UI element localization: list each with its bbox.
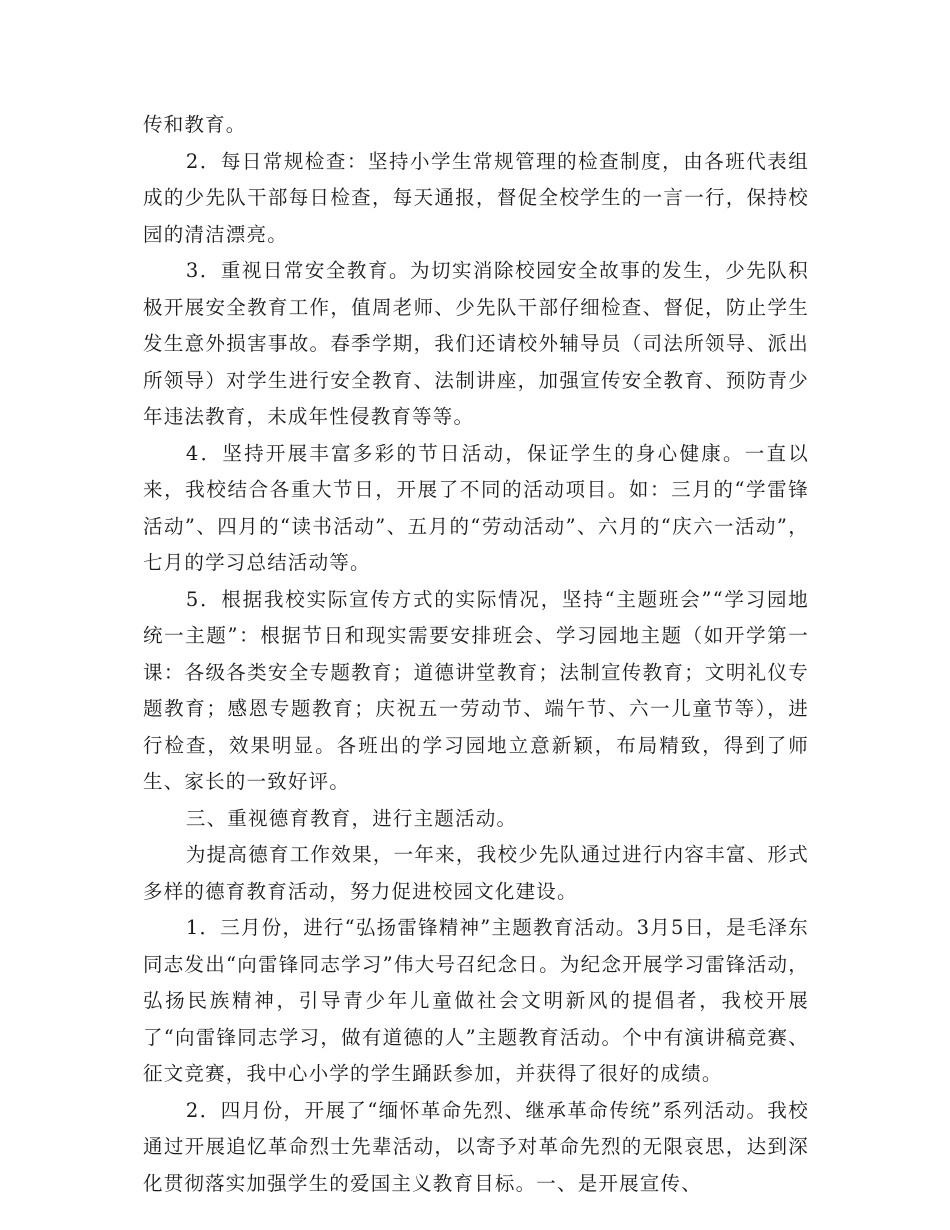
paragraph-theme-class-meeting: 5．根据我校实际宣传方式的实际情况，坚持“主题班会”“学习园地统一主题”：根据节日和现实需要安排班会、学习园地主题（如开学第一课：各级各类安全专题教育；道德讲堂教育；法制宣传教育；文明礼仪专题教育；感恩专题教育；庆祝五一劳动节、端午节、六一儿童节等），进行检查，效果明显。各班出的学习园地立意新颖，布局精致，得到了师生、家长的一致好评。	[143, 587, 809, 793]
paragraph-lei-feng-activity: 1．三月份，进行“弘扬雷锋精神”主题教育活动。3月5日，是毛泽东同志发出“向雷锋同志学习”伟大号召纪念日。为纪念开展学习雷锋活动，弘扬民族精神，引导青少年儿童做社会文明新风的提倡者，我校开展了“向雷锋同志学习，做有道德的人”主题教育活动。个中有演讲稿竞赛、征文竞赛，我中心小学的学生踊跃参加，并获得了很好的成绩。	[143, 916, 809, 1085]
paragraph-moral-education-intro: 为提高德育工作效果，一年来，我校少先队通过进行内容丰富、形式多样的德育教育活动，努力促进校园文化建设。	[143, 843, 809, 903]
section-heading-moral-education: 三、重视德育教育，进行主题活动。	[185, 806, 518, 830]
paragraph-daily-inspection: 2．每日常规检查：坚持小学生常规管理的检查制度，由各班代表组成的少先队干部每日检查，每天通报，督促全校学生的一言一行，保持校园的清洁漂亮。	[143, 149, 809, 246]
paragraph-continuation: 传和教育。	[143, 113, 247, 136]
paragraph-revolutionary-martyrs: 2．四月份，开展了“缅怀革命先烈、继承革命传统”系列活动。我校通过开展追忆革命烈士先辈活动，以寄予对革命先烈的无限哀思，达到深化贯彻落实加强学生的爱国主义教育目标。一、是开展宣传、	[143, 1098, 809, 1195]
paragraph-safety-education: 3．重视日常安全教育。为切实消除校园安全故事的发生，少先队积极开展安全教育工作，值周老师、少先队干部仔细检查、督促，防止学生发生意外损害事故。春季学期，我们还请校外辅导员（司法所领导、派出所领导）对学生进行安全教育、法制讲座，加强宣传安全教育、预防青少年违法教育，未成年性侵教育等等。	[143, 259, 809, 428]
paragraph-holiday-activities: 4．坚持开展丰富多彩的节日活动，保证学生的身心健康。一直以来，我校结合各重大节日，开展了不同的活动项目。如：三月的“学雷锋活动”、四月的“读书活动”、五月的“劳动活动”、六月的“庆六一活动”，七月的学习总结活动等。	[143, 441, 809, 574]
document-body	[143, 107, 809, 1202]
